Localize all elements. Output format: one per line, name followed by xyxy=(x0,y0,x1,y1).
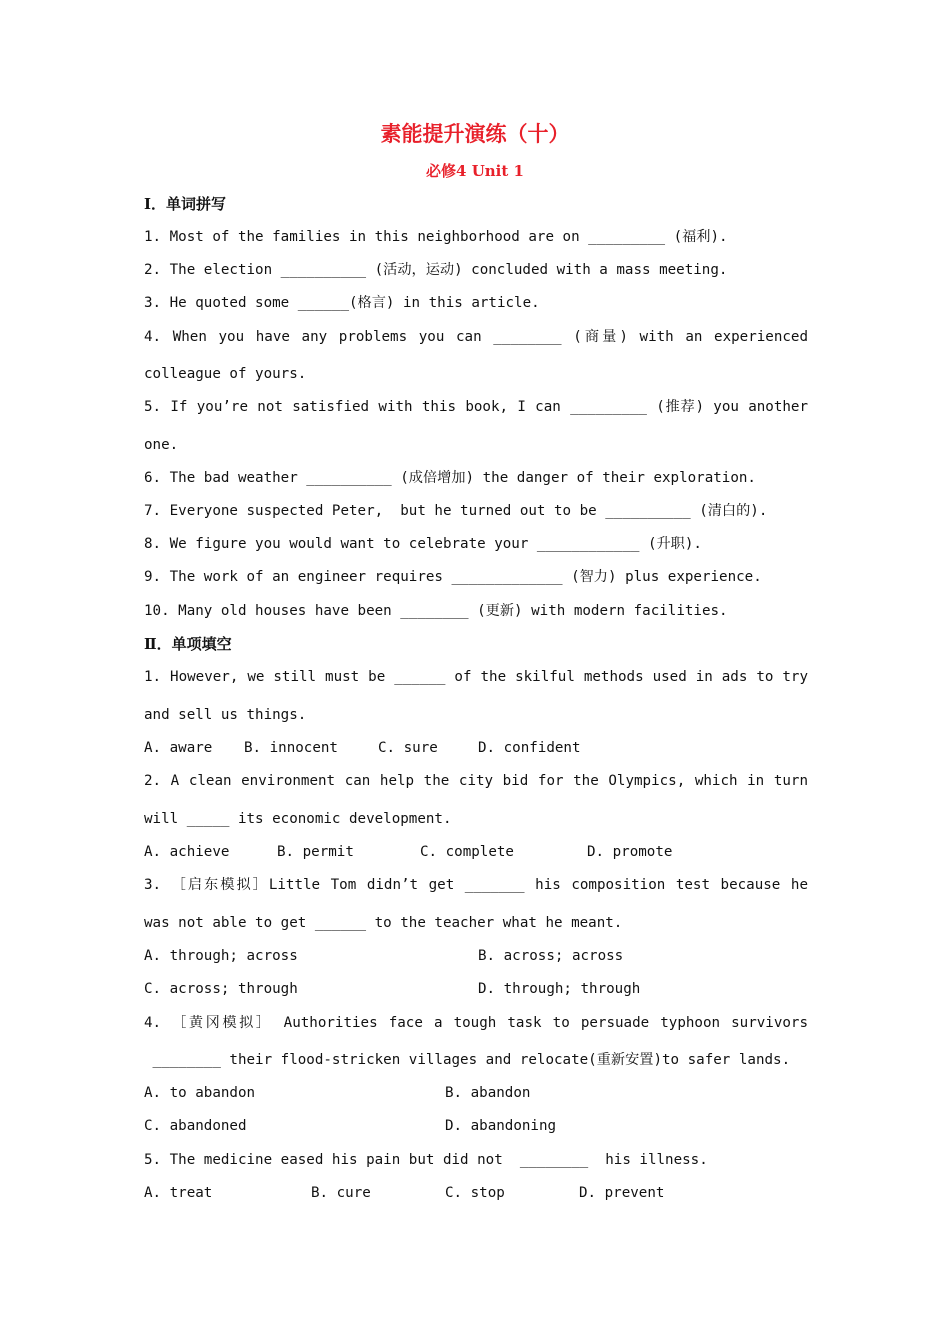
option-d: D. through; through xyxy=(478,981,641,997)
spelling-item: 5. If you’re not satisfied with this book, I can _________ (推荐) you another xyxy=(144,399,808,415)
spelling-item: 3. He quoted some ______(格言) in this article. xyxy=(144,295,540,311)
spelling-item-continued: colleague of yours. xyxy=(144,366,307,382)
option-b: B. permit xyxy=(277,844,354,860)
spelling-item: 6. The bad weather __________ (成倍增加) the danger of their exploration. xyxy=(144,470,756,486)
option-b: B. abandon xyxy=(445,1085,531,1101)
option-c: C. abandoned xyxy=(144,1118,247,1134)
spelling-item: 4. When you have any problems you can ________ (商量) with an experienced xyxy=(144,329,808,345)
option-d: D. prevent xyxy=(579,1185,665,1201)
question-text: 3. ［启东模拟］Little Tom didn’t get _______ his composition test because he xyxy=(144,877,808,893)
page-title: 素能提升演练（十） xyxy=(380,121,570,146)
spelling-item: 7. Everyone suspected Peter, but he turned out to be __________ (清白的). xyxy=(144,503,768,519)
option-b: B. across; across xyxy=(478,948,624,964)
option-d: D. promote xyxy=(587,844,673,860)
question-text-continued: ________ their flood-stricken villages and relocate(重新安置)to safer lands. xyxy=(144,1052,791,1068)
question-text: 2. A clean environment can help the city bid for the Olympics, which in turn xyxy=(144,773,808,789)
question-text-continued: was not able to get ______ to the teacher what he meant. xyxy=(144,915,623,931)
question-text-continued: and sell us things. xyxy=(144,707,307,723)
spelling-item: 1. Most of the families in this neighborhood are on _________ (福利). xyxy=(144,229,728,245)
spelling-item: 2. The election __________ (活动，运动) concluded with a mass meeting. xyxy=(144,262,728,278)
option-d: D. confident xyxy=(478,740,581,756)
spelling-item: 10. Many old houses have been ________ (更新) with modern facilities. xyxy=(144,603,728,619)
spelling-item-continued: one. xyxy=(144,437,179,453)
option-a: A. treat xyxy=(144,1185,213,1201)
question-text: 1. However, we still must be ______ of the skilful methods used in ads to try xyxy=(144,669,808,685)
option-b: B. cure xyxy=(311,1185,371,1201)
section-heading-spelling: Ⅰ．单词拼写 xyxy=(144,195,227,213)
option-c: C. complete xyxy=(420,844,514,860)
question-text-continued: will _____ its economic development. xyxy=(144,811,452,827)
option-d: D. abandoning xyxy=(445,1118,557,1134)
question-text: 4. ［黄冈模拟］ Authorities face a tough task to persuade typhoon survivors xyxy=(144,1015,808,1031)
option-a: A. achieve xyxy=(144,844,230,860)
spelling-item: 8. We figure you would want to celebrate your ____________ (升职). xyxy=(144,536,702,552)
option-a: A. to abandon xyxy=(144,1085,256,1101)
page-subtitle: 必修4 Unit 1 xyxy=(426,162,524,180)
option-b: B. innocent xyxy=(244,740,338,756)
option-c: C. sure xyxy=(378,740,438,756)
question-text: 5. The medicine eased his pain but did not ________ his illness. xyxy=(144,1152,708,1168)
option-a: A. aware xyxy=(144,740,213,756)
spelling-item: 9. The work of an engineer requires _____________ (智力) plus experience. xyxy=(144,569,762,585)
option-c: C. across; through xyxy=(144,981,298,997)
option-c: C. stop xyxy=(445,1185,505,1201)
section-heading-multiple-choice: Ⅱ．单项填空 xyxy=(144,635,232,653)
option-a: A. through; across xyxy=(144,948,298,964)
